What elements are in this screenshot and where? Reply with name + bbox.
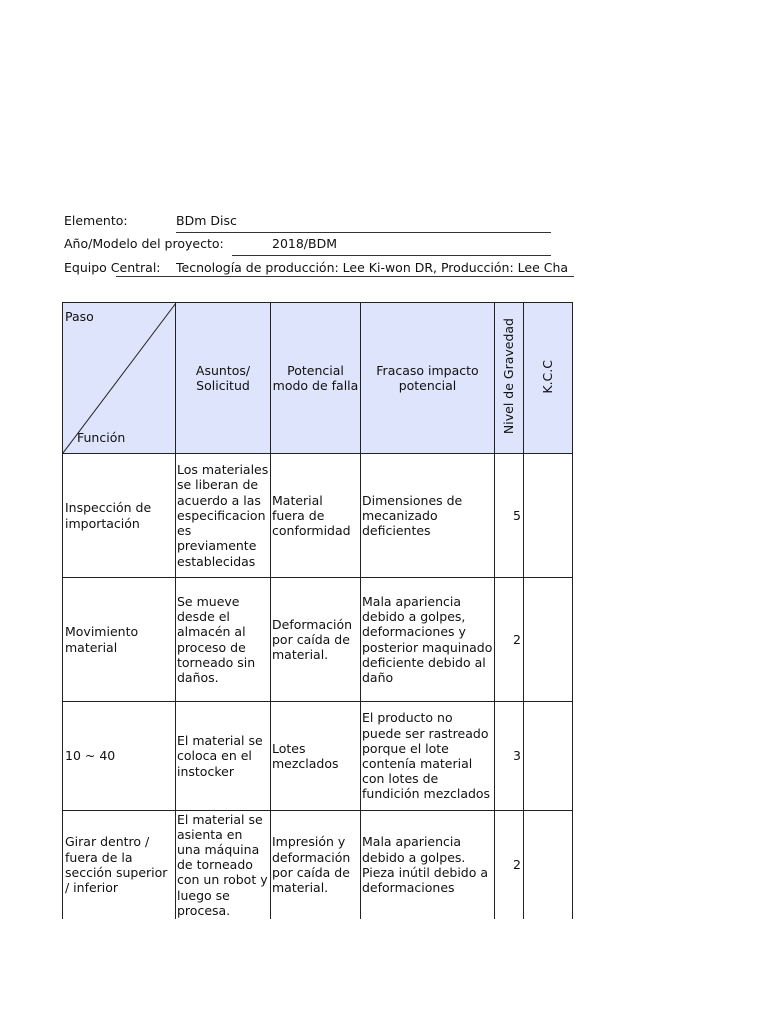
year-value: 2018/BDM: [272, 236, 338, 251]
severity-cell: 5: [495, 454, 524, 578]
issues-cell: El material se coloca en el instocker: [176, 702, 271, 811]
column-header-failure-mode: Potencial modo de falla: [271, 303, 361, 454]
severity-cell: 3: [495, 702, 524, 811]
step-cell: 10 ~ 40: [63, 702, 176, 811]
corner-function-label: Función: [77, 429, 126, 445]
failure-mode-cell: Lotes mezclados: [271, 702, 361, 811]
column-header-severity: [495, 303, 524, 454]
severity-cell: 2: [495, 578, 524, 702]
step-cell: Girar dentro / fuera de la sección superior / inferior: [63, 811, 176, 919]
kcc-cell: [524, 578, 573, 702]
kcc-cell: [524, 454, 573, 578]
step-cell: Movimiento material: [63, 578, 176, 702]
year-label: Año/Modelo del proyecto:: [64, 236, 224, 251]
year-underline: [232, 255, 551, 256]
column-header-kcc: [524, 303, 573, 454]
failure-mode-cell: Material fuera de conformidad: [271, 454, 361, 578]
failure-mode-cell: Impresión y deformación por caída de material.: [271, 811, 361, 919]
element-value: BDm Disc: [176, 213, 237, 228]
table-row: [63, 454, 573, 578]
element-underline: [176, 232, 551, 233]
kcc-cell: [524, 811, 573, 919]
table-row: [63, 811, 573, 919]
team-label: Equipo Central:: [64, 260, 161, 275]
severity-cell: 2: [495, 811, 524, 919]
fmea-table: [62, 302, 573, 919]
table-row: [63, 578, 573, 702]
severity-header-text: Nivel de Gravedad: [501, 318, 517, 435]
issues-cell: El material se asienta en una máquina de torneado con un robot y luego se procesa.: [176, 811, 271, 919]
column-header-impact: Fracaso impacto potencial: [361, 303, 495, 454]
impact-cell: Mala apariencia debido a golpes. Pieza inútil debido a deformaciones: [361, 811, 495, 919]
team-underline: [116, 276, 574, 277]
kcc-header-text: K.C.C: [540, 359, 556, 394]
issues-cell: Se mueve desde el almacén al proceso de torneado sin daños.: [176, 578, 271, 702]
table-header-row: [63, 303, 573, 454]
corner-cell: [63, 303, 176, 454]
table-row: [63, 702, 573, 811]
step-cell: Inspección de importación: [63, 454, 176, 578]
column-header-issues: Asuntos/ Solicitud: [176, 303, 271, 454]
team-value: Tecnología de producción: Lee Ki-won DR, Producción: Lee Cha: [176, 260, 569, 275]
issues-cell: Los materiales se liberan de acuerdo a las especificacion es previamente establecidas: [176, 454, 271, 578]
impact-cell: Dimensiones de mecanizado deficientes: [361, 454, 495, 578]
corner-step-label: Paso: [65, 309, 94, 324]
element-label: Elemento:: [64, 213, 128, 228]
impact-cell: El producto no puede ser rastreado porque el lote contenía material con lotes de fundición mezclados: [361, 702, 495, 811]
kcc-cell: [524, 702, 573, 811]
failure-mode-cell: Deformación por caída de material.: [271, 578, 361, 702]
impact-cell: Mala apariencia debido a golpes, deformaciones y posterior maquinado deficiente debido al daño: [361, 578, 495, 702]
